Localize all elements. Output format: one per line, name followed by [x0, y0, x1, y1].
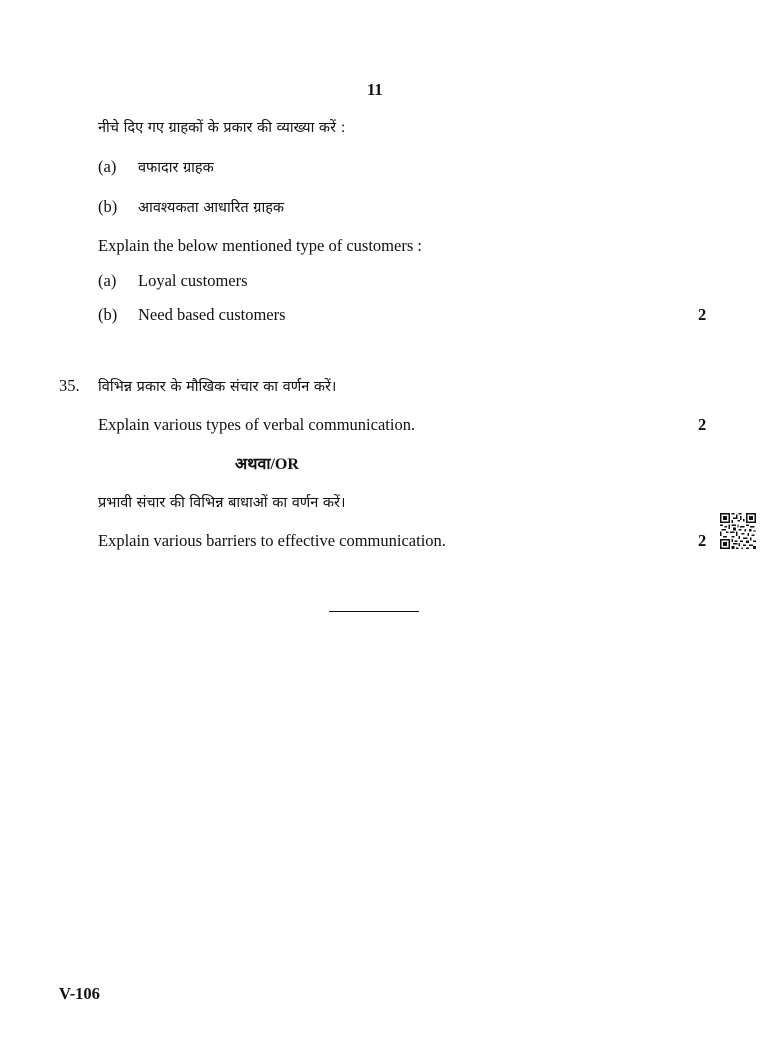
q35-alt-hindi-text: प्रभावी संचार की विभिन्न बाधाओं का वर्णन करें।	[98, 495, 346, 511]
english-item-b-text: Need based customers	[138, 305, 286, 324]
hindi-item-a-label: (a)	[98, 157, 117, 176]
page-number: 11	[367, 80, 383, 99]
question-number-35: 35.	[59, 376, 80, 395]
marks-35-alt: 2	[698, 531, 707, 550]
english-prompt: Explain the below mentioned type of customers :	[98, 236, 422, 255]
english-item-a-label: (a)	[98, 271, 117, 290]
english-item-a-text: Loyal customers	[138, 271, 248, 290]
q35-hindi-text: विभिन्न प्रकार के मौखिक संचार का वर्णन करें।	[98, 379, 337, 395]
english-item-b-label: (b)	[98, 305, 118, 324]
q35-alt-english-text: Explain various barriers to effective communication.	[98, 531, 446, 550]
footer-code: V-106	[59, 984, 100, 1003]
marks-34: 2	[698, 305, 707, 324]
marks-35: 2	[698, 415, 707, 434]
or-divider-label: अथवा/OR	[235, 456, 299, 473]
hindi-item-a-text: वफादार ग्राहक	[138, 160, 214, 176]
qr-code-icon	[720, 513, 756, 549]
hindi-item-b-text: आवश्यकता आधारित ग्राहक	[138, 200, 285, 216]
hindi-prompt: नीचे दिए गए ग्राहकों के प्रकार की व्याख्या करें :	[98, 120, 346, 136]
q35-english-text: Explain various types of verbal communication.	[98, 415, 416, 434]
hindi-item-b-label: (b)	[98, 197, 118, 216]
end-of-paper-rule	[329, 611, 419, 612]
